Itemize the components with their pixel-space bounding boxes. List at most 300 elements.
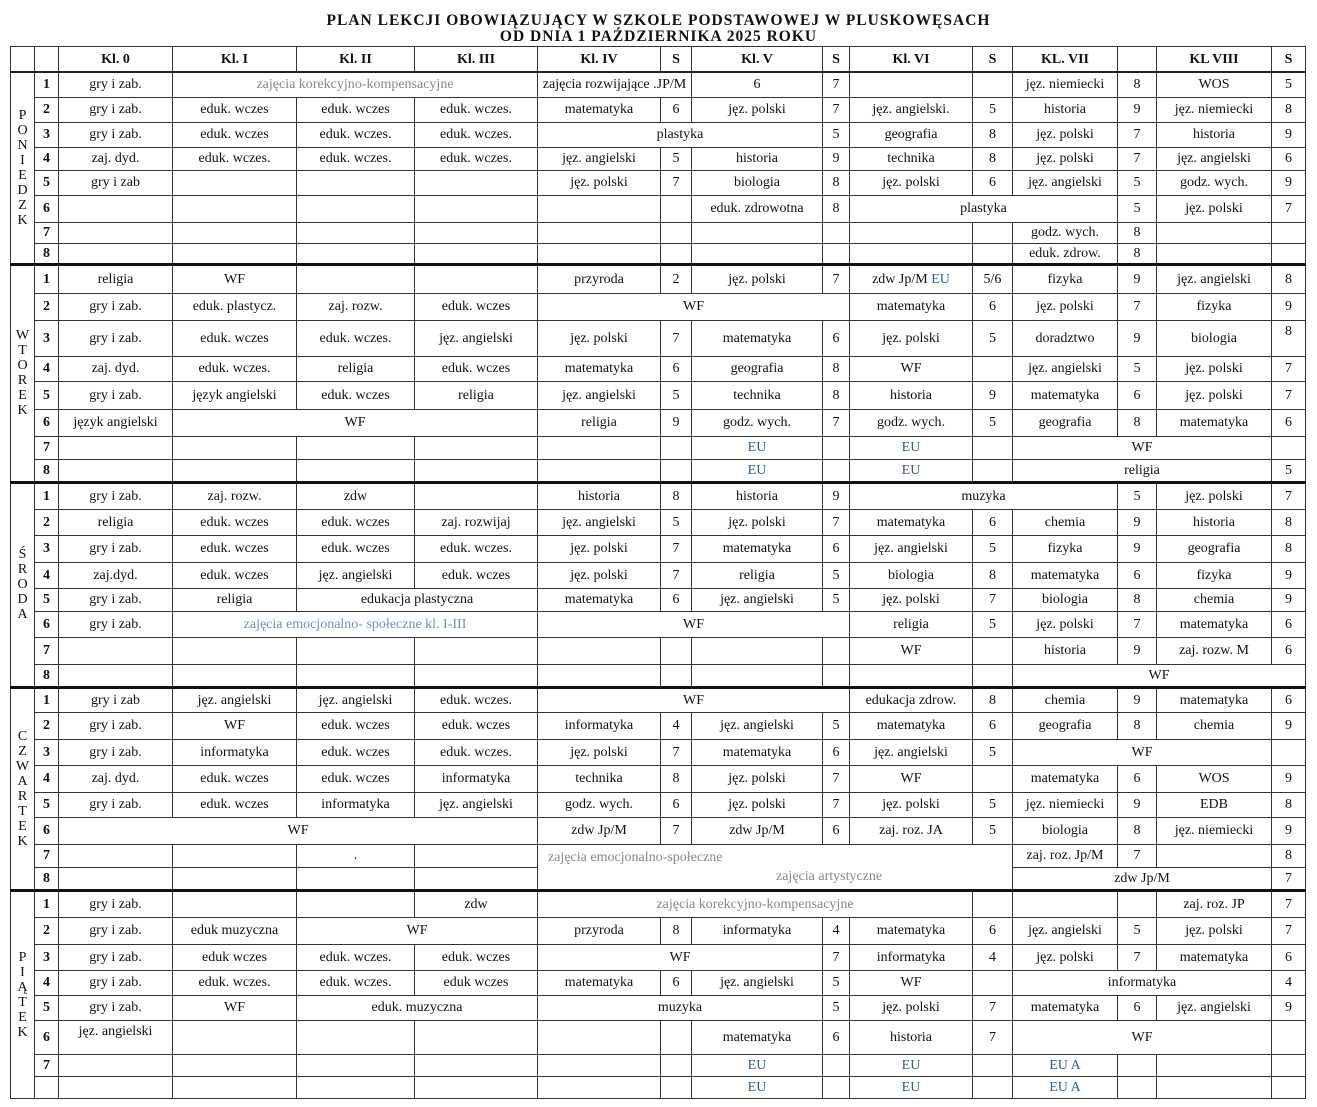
cell: religia bbox=[1013, 459, 1272, 482]
cell: 5 bbox=[1118, 356, 1157, 381]
cell bbox=[415, 459, 538, 482]
cell: EU bbox=[692, 1054, 823, 1076]
cell bbox=[415, 264, 538, 293]
cell: 9 bbox=[1118, 509, 1157, 535]
cell: 7 bbox=[661, 562, 692, 588]
cell: 5 bbox=[1118, 917, 1157, 944]
cell bbox=[415, 243, 538, 264]
cell bbox=[692, 243, 823, 264]
cell: zaj.dyd. bbox=[59, 562, 173, 588]
cell: 5 bbox=[823, 588, 850, 611]
day-label-wtorek: W T O R E K bbox=[11, 264, 35, 482]
cell: WF bbox=[538, 293, 850, 320]
cell: 5 bbox=[823, 122, 850, 147]
cell: WF bbox=[1013, 1020, 1272, 1054]
cell: 6 bbox=[973, 712, 1013, 739]
cell: jęz. niemiecki bbox=[1013, 72, 1118, 97]
cell bbox=[1272, 222, 1306, 243]
cell: matematyka bbox=[1157, 944, 1272, 970]
cell: jęz. polski bbox=[538, 170, 661, 195]
cell: WF bbox=[1013, 739, 1272, 765]
cell: historia bbox=[692, 147, 823, 170]
cell: religia bbox=[173, 588, 297, 611]
cell: gry i zab bbox=[59, 687, 173, 712]
cell: historia bbox=[850, 1020, 973, 1054]
cell: 9 bbox=[1272, 122, 1306, 147]
cell bbox=[973, 72, 1013, 97]
lesson-number: 3 bbox=[35, 739, 59, 765]
header-k2: Kl. II bbox=[297, 47, 415, 73]
cell: WF bbox=[59, 817, 538, 844]
lesson-number: 2 bbox=[35, 712, 59, 739]
lesson-number: 1 bbox=[35, 687, 59, 712]
lesson-number: 2 bbox=[35, 917, 59, 944]
cell: jęz. polski bbox=[850, 792, 973, 817]
cell: 6 bbox=[1118, 381, 1157, 409]
cell bbox=[173, 459, 297, 482]
cell: EU bbox=[692, 459, 823, 482]
cell: WF bbox=[173, 264, 297, 293]
cell: 7 bbox=[1118, 611, 1157, 637]
cell: eduk. wczes bbox=[173, 792, 297, 817]
cell: 5 bbox=[973, 409, 1013, 436]
cell: eduk. wczes. bbox=[415, 739, 538, 765]
table-row bbox=[11, 970, 1306, 995]
cell: 6 bbox=[1272, 637, 1306, 664]
cell: 4 bbox=[661, 712, 692, 739]
cell: język angielski bbox=[59, 409, 173, 436]
cell bbox=[973, 664, 1013, 687]
lesson-number: 4 bbox=[35, 970, 59, 995]
cell: WOS bbox=[1157, 765, 1272, 792]
lesson-number: 8 bbox=[35, 664, 59, 687]
cell: 6 bbox=[973, 917, 1013, 944]
cell: 8 bbox=[823, 170, 850, 195]
cell: 5 bbox=[973, 320, 1013, 356]
header-k8: KL VIII bbox=[1157, 47, 1272, 73]
cell: 5 bbox=[1118, 195, 1157, 222]
cell: 6 bbox=[661, 970, 692, 995]
cell bbox=[297, 222, 415, 243]
cell: 8 bbox=[1272, 844, 1306, 867]
cell: matematyka bbox=[1013, 765, 1118, 792]
cell: religia bbox=[538, 409, 661, 436]
cell: jęz. angielski bbox=[297, 562, 415, 588]
cell: jęz. angielski bbox=[692, 588, 823, 611]
cell: 4 bbox=[1272, 970, 1306, 995]
cell: eduk. wczes bbox=[297, 739, 415, 765]
cell bbox=[415, 867, 538, 890]
day-label-piatek: P I Ą T E K bbox=[11, 890, 35, 1098]
cell: zdw bbox=[297, 482, 415, 509]
cell: eduk. wczes bbox=[297, 765, 415, 792]
cell: matematyka bbox=[692, 739, 823, 765]
lesson-number: 6 bbox=[35, 1020, 59, 1054]
cell bbox=[1272, 243, 1306, 264]
cell: 5 bbox=[973, 611, 1013, 637]
cell: eduk. wczes. bbox=[415, 97, 538, 122]
cell bbox=[973, 356, 1013, 381]
cell: zaj. roz. Jp/M bbox=[1013, 844, 1118, 867]
table-row bbox=[11, 170, 1306, 195]
cell: 7 bbox=[661, 170, 692, 195]
cell: WF bbox=[1013, 436, 1272, 459]
cell: jęz. angielski bbox=[173, 687, 297, 712]
cell: fizyka bbox=[1013, 535, 1118, 562]
cell bbox=[59, 436, 173, 459]
cell bbox=[973, 637, 1013, 664]
cell: informatyka bbox=[538, 712, 661, 739]
cell: zajęcia korekcyjno-kompensacyjne bbox=[538, 890, 973, 917]
cell: 5 bbox=[973, 739, 1013, 765]
cell: biologia bbox=[692, 170, 823, 195]
cell: zajęcia emocjonalno- społeczne kl. I-III bbox=[173, 611, 538, 637]
lesson-number: 1 bbox=[35, 482, 59, 509]
cell: jęz. angielski bbox=[1157, 995, 1272, 1020]
cell bbox=[538, 243, 661, 264]
cell: eduk. wczes bbox=[173, 765, 297, 792]
cell bbox=[973, 1076, 1013, 1098]
cell: gry i zab. bbox=[59, 970, 173, 995]
cell bbox=[297, 867, 415, 890]
cell: geografia bbox=[1013, 409, 1118, 436]
cell: 6 bbox=[973, 293, 1013, 320]
cell: 6 bbox=[1118, 765, 1157, 792]
cell bbox=[59, 243, 173, 264]
lesson-number: 6 bbox=[35, 611, 59, 637]
cell: zaj. rozw. M bbox=[1157, 637, 1272, 664]
cell: 6 bbox=[1118, 562, 1157, 588]
cell: 9 bbox=[661, 409, 692, 436]
lesson-number: 4 bbox=[35, 356, 59, 381]
cell: geografia bbox=[692, 356, 823, 381]
cell: WF bbox=[850, 356, 973, 381]
cell bbox=[823, 459, 850, 482]
cell: 8 bbox=[823, 356, 850, 381]
cell bbox=[173, 844, 297, 867]
lesson-number: 1 bbox=[35, 264, 59, 293]
cell: matematyka bbox=[692, 535, 823, 562]
cell: matematyka bbox=[538, 970, 661, 995]
table-row bbox=[11, 890, 1306, 917]
cell: przyroda bbox=[538, 917, 661, 944]
cell: eduk. wczes. bbox=[415, 535, 538, 562]
cell bbox=[823, 637, 850, 664]
cell: 7 bbox=[823, 509, 850, 535]
cell: 5 bbox=[823, 562, 850, 588]
cell bbox=[661, 436, 692, 459]
table-row bbox=[11, 712, 1306, 739]
cell: geografia bbox=[850, 122, 973, 147]
cell: informatyka bbox=[415, 765, 538, 792]
cell: gry i zab. bbox=[59, 995, 173, 1020]
lesson-number: 4 bbox=[35, 147, 59, 170]
cell: eduk. wczes bbox=[173, 509, 297, 535]
cell: informatyka bbox=[1013, 970, 1272, 995]
cell: 8 bbox=[823, 381, 850, 409]
cell: biologia bbox=[1013, 588, 1118, 611]
cell: 7 bbox=[823, 72, 850, 97]
cell bbox=[692, 222, 823, 243]
cell bbox=[538, 459, 661, 482]
header-s7 bbox=[1118, 47, 1157, 73]
table-row bbox=[11, 792, 1306, 817]
cell: biologia bbox=[1157, 320, 1272, 356]
cell: gry i zab. bbox=[59, 917, 173, 944]
cell: 7 bbox=[661, 535, 692, 562]
cell bbox=[823, 664, 850, 687]
cell: WF bbox=[538, 611, 850, 637]
cell bbox=[173, 664, 297, 687]
cell: 6 bbox=[1118, 995, 1157, 1020]
table-row bbox=[11, 97, 1306, 122]
table-row bbox=[11, 195, 1306, 222]
cell: technika bbox=[538, 765, 661, 792]
cell: 7 bbox=[823, 765, 850, 792]
cell: eduk. plastycz. bbox=[173, 293, 297, 320]
cell: fizyka bbox=[1013, 264, 1118, 293]
table-row bbox=[11, 817, 1306, 844]
cell: gry i zab. bbox=[59, 122, 173, 147]
lesson-number: 7 bbox=[35, 222, 59, 243]
cell bbox=[1272, 739, 1306, 765]
cell: EU bbox=[850, 1076, 973, 1098]
cell: 7 bbox=[1272, 356, 1306, 381]
cell: 6 bbox=[661, 588, 692, 611]
cell: 6 bbox=[973, 509, 1013, 535]
cell: 8 bbox=[1272, 264, 1306, 293]
table-row bbox=[11, 356, 1306, 381]
cell bbox=[415, 1020, 538, 1054]
cell: gry i zab. bbox=[59, 739, 173, 765]
cell bbox=[973, 459, 1013, 482]
cell: eduk. wczes bbox=[415, 944, 538, 970]
lesson-number: 5 bbox=[35, 588, 59, 611]
table-row bbox=[11, 381, 1306, 409]
table-row bbox=[11, 637, 1306, 664]
cell bbox=[59, 664, 173, 687]
cell: jęz. polski bbox=[1157, 356, 1272, 381]
cell bbox=[297, 243, 415, 264]
cell: 5 bbox=[1118, 482, 1157, 509]
cell: 8 bbox=[1118, 243, 1157, 264]
schedule-table bbox=[10, 46, 1306, 1099]
cell: 8 bbox=[1272, 509, 1306, 535]
cell bbox=[661, 637, 692, 664]
cell bbox=[973, 890, 1013, 917]
cell: 7 bbox=[1272, 482, 1306, 509]
cell bbox=[59, 459, 173, 482]
cell bbox=[173, 1054, 297, 1076]
cell: informatyka bbox=[850, 944, 973, 970]
cell: zaj. roz. JP bbox=[1157, 890, 1272, 917]
cell: matematyka bbox=[850, 509, 973, 535]
cell bbox=[415, 1076, 538, 1098]
cell: 9 bbox=[823, 147, 850, 170]
cell bbox=[415, 482, 538, 509]
cell bbox=[173, 1076, 297, 1098]
lesson-number: 6 bbox=[35, 195, 59, 222]
cell: 8 bbox=[823, 195, 850, 222]
cell: jęz. polski bbox=[1013, 611, 1118, 637]
cell: zaj. dyd. bbox=[59, 147, 173, 170]
cell: fizyka bbox=[1157, 293, 1272, 320]
cell: 7 bbox=[823, 792, 850, 817]
cell: matematyka bbox=[692, 320, 823, 356]
cell: 9 bbox=[1272, 995, 1306, 1020]
header-k0: Kl. 0 bbox=[59, 47, 173, 73]
cell: zaj. rozw. bbox=[297, 293, 415, 320]
table-row bbox=[11, 293, 1306, 320]
cell: zaj. rozwijaj bbox=[415, 509, 538, 535]
cell: religia bbox=[850, 611, 973, 637]
cell bbox=[297, 1020, 415, 1054]
table-row bbox=[11, 122, 1306, 147]
cell bbox=[297, 170, 415, 195]
lesson-number: 3 bbox=[35, 535, 59, 562]
cell: 6 bbox=[1272, 409, 1306, 436]
cell: historia bbox=[1013, 97, 1118, 122]
table-row bbox=[11, 459, 1306, 482]
cell: historia bbox=[1013, 637, 1118, 664]
cell: matematyka bbox=[1157, 611, 1272, 637]
cell: zdw Jp/M bbox=[538, 817, 661, 844]
cell: przyroda bbox=[538, 264, 661, 293]
table-row bbox=[11, 687, 1306, 712]
cell: gry i zab. bbox=[59, 611, 173, 637]
cell bbox=[823, 222, 850, 243]
cell: eduk. wczes. bbox=[297, 147, 415, 170]
lesson-number: 3 bbox=[35, 944, 59, 970]
day-label-czwartek: C Z W A R T E K bbox=[11, 687, 35, 890]
cell: 2 bbox=[661, 264, 692, 293]
cell bbox=[661, 1054, 692, 1076]
cell bbox=[1157, 1076, 1272, 1098]
cell: jęz. polski bbox=[692, 792, 823, 817]
cell bbox=[973, 243, 1013, 264]
cell bbox=[415, 637, 538, 664]
cell: eduk. wczes. bbox=[173, 970, 297, 995]
cell: historia bbox=[1157, 122, 1272, 147]
table-row bbox=[11, 562, 1306, 588]
cell: eduk. wczes. bbox=[297, 970, 415, 995]
cell bbox=[1013, 890, 1118, 917]
cell: religia bbox=[59, 509, 173, 535]
cell: 9 bbox=[1272, 588, 1306, 611]
lesson-number: 2 bbox=[35, 293, 59, 320]
cell: 6 bbox=[1272, 944, 1306, 970]
cell: EU bbox=[850, 436, 973, 459]
cell bbox=[297, 459, 415, 482]
cell: 8 bbox=[973, 147, 1013, 170]
cell: jęz. angielski bbox=[692, 712, 823, 739]
cell bbox=[1157, 243, 1272, 264]
cell: eduk wczes bbox=[173, 944, 297, 970]
header-k1: Kl. I bbox=[173, 47, 297, 73]
table-row bbox=[11, 243, 1306, 264]
cell: matematyka bbox=[850, 712, 973, 739]
cell: 5/6 bbox=[973, 264, 1013, 293]
cell: jęz. angielski bbox=[1013, 356, 1118, 381]
cell: geografia bbox=[1157, 535, 1272, 562]
cell: zaj. rozw. bbox=[173, 482, 297, 509]
cell bbox=[173, 170, 297, 195]
cell: WF bbox=[173, 409, 538, 436]
cell bbox=[297, 664, 415, 687]
cell: 8 bbox=[661, 482, 692, 509]
cell: WF bbox=[1013, 664, 1306, 687]
cell: 7 bbox=[1118, 844, 1157, 867]
cell bbox=[297, 1054, 415, 1076]
lesson-number: 5 bbox=[35, 792, 59, 817]
cell bbox=[538, 436, 661, 459]
cell: 5 bbox=[823, 712, 850, 739]
cell bbox=[1272, 1020, 1306, 1054]
page-title: PLAN LEKCJI OBOWIĄZUJĄCY W SZKOLE PODSTAWOWEJ W PLUSKOWĘSACH bbox=[326, 12, 991, 29]
merged-zajecia-cell bbox=[538, 844, 1013, 890]
cell bbox=[173, 243, 297, 264]
cell bbox=[823, 436, 850, 459]
cell: gry i zab. bbox=[59, 712, 173, 739]
cell: technika bbox=[692, 381, 823, 409]
lesson-number: 3 bbox=[35, 320, 59, 356]
cell: zaj. dyd. bbox=[59, 765, 173, 792]
cell: 5 bbox=[823, 970, 850, 995]
cell: eduk. wczes bbox=[415, 712, 538, 739]
cell: jęz. angielski bbox=[59, 1020, 173, 1054]
cell: godz. wych. bbox=[1013, 222, 1118, 243]
cell: 8 bbox=[1118, 588, 1157, 611]
cell bbox=[173, 1020, 297, 1054]
cell: eduk. wczes. bbox=[415, 122, 538, 147]
cell: zaj. dyd. bbox=[59, 356, 173, 381]
cell: 9 bbox=[1118, 320, 1157, 356]
cell: 6 bbox=[1272, 687, 1306, 712]
cell: jęz. polski bbox=[1013, 293, 1118, 320]
cell: eduk. wczes bbox=[415, 562, 538, 588]
cell bbox=[59, 1076, 173, 1098]
cell: 4 bbox=[973, 944, 1013, 970]
table-row bbox=[11, 765, 1306, 792]
cell: 7 bbox=[1118, 293, 1157, 320]
cell: jęz. angielski bbox=[1157, 147, 1272, 170]
cell: 6 bbox=[823, 817, 850, 844]
lesson-number: 1 bbox=[35, 890, 59, 917]
cell: gry i zab. bbox=[59, 97, 173, 122]
cell: EU A bbox=[1013, 1076, 1118, 1098]
cell: religia bbox=[415, 381, 538, 409]
lesson-number: 7 bbox=[35, 844, 59, 867]
cell: gry i zab. bbox=[59, 320, 173, 356]
cell: godz. wych. bbox=[850, 409, 973, 436]
cell: WOS bbox=[1157, 72, 1272, 97]
cell: historia bbox=[850, 381, 973, 409]
cell: jęz. polski bbox=[538, 320, 661, 356]
cell: zdw Jp/M bbox=[692, 817, 823, 844]
cell: eduk. wczes. bbox=[297, 320, 415, 356]
cell: 9 bbox=[973, 381, 1013, 409]
cell bbox=[538, 1054, 661, 1076]
cell: eduk. wczes bbox=[297, 97, 415, 122]
cell: godz. wych. bbox=[692, 409, 823, 436]
cell: 7 bbox=[1118, 147, 1157, 170]
cell bbox=[661, 664, 692, 687]
cell: jęz. angielski bbox=[538, 509, 661, 535]
cell: eduk. wczes bbox=[415, 356, 538, 381]
cell: fizyka bbox=[1157, 562, 1272, 588]
cell: matematyka bbox=[538, 356, 661, 381]
cell: 7 bbox=[823, 944, 850, 970]
